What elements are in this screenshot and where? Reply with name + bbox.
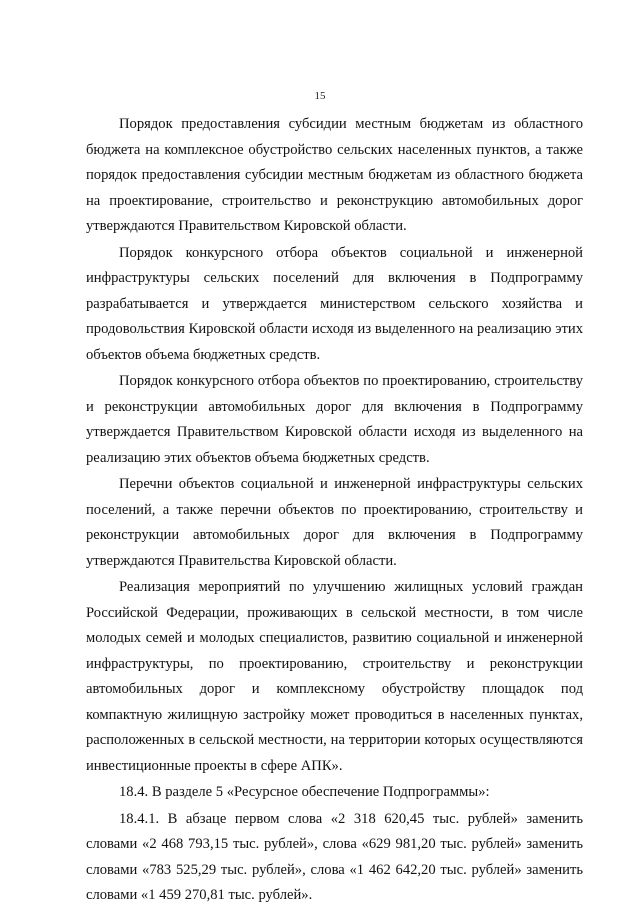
paragraph-implementation: Реализация мероприятий по улучшению жилищных условий граждан Российской Федерации, проживающих в сельской местности, в том числе молодых семей и молодых специалистов, развитию социальной и инженерной инфраструктуры, по проектированию, строительству и реконструкции автомобильных дорог и комплексному обустройству площадок под компактную жилищную застройку может проводиться в населенных пунктах, расположенных в сельской местности, на территории которых осуществляются инвестиционные проекты в сфере АПК». — [86, 579, 583, 774]
page-number: 15 — [314, 90, 326, 102]
paragraph-roads-selection: Порядок конкурсного отбора объектов по проектированию, строительству и реконструкции автомобильных дорог для включения в Подпрограмму утверждается Правительством Кировской области исходя из выделенного на реализацию этих объектов объема бюджетных средств. — [86, 373, 583, 466]
paragraph-amendment: 18.4.1. В абзаце первом слова «2 318 620,45 тыс. рублей» заменить словами «2 468 793,15 тыс. рублей», слова «629 981,20 тыс. рублей» заменить словами «783 525,29 тыс. рублей», слова «1 462 642,20 тыс. рублей» заменить словами «1 459 270,81 тыс. рублей». — [86, 810, 583, 903]
paragraph-section-heading: 18.4. В разделе 5 «Ресурсное обеспечение Подпрограммы»: — [119, 784, 490, 800]
document-body — [86, 112, 583, 909]
paragraph-subsidy-procedure: Порядок предоставления субсидии местным бюджетам из областного бюджета на комплексное обустройство сельских населенных пунктов, а также порядок предоставления субсидии местным бюджетам из областного бюджета на проектирование, строительство и реконструкцию автомобильных дорог утверждаются Правительством Кировской области. — [86, 116, 583, 234]
paragraph-object-lists: Перечни объектов социальной и инженерной инфраструктуры сельских поселений, а также перечни объектов по проектированию, строительству и реконструкции автомобильных дорог для включения в Подпрограмму утверждаются Правительства Кировской области. — [86, 476, 583, 569]
paragraph-infrastructure-selection: Порядок конкурсного отбора объектов социальной и инженерной инфраструктуры сельских поселений для включения в Подпрограмму разрабатывается и утверждается министерством сельского хозяйства и продовольствия Кировской области исходя из выделенного на реализацию этих объектов объема бюджетных средств. — [86, 244, 583, 363]
